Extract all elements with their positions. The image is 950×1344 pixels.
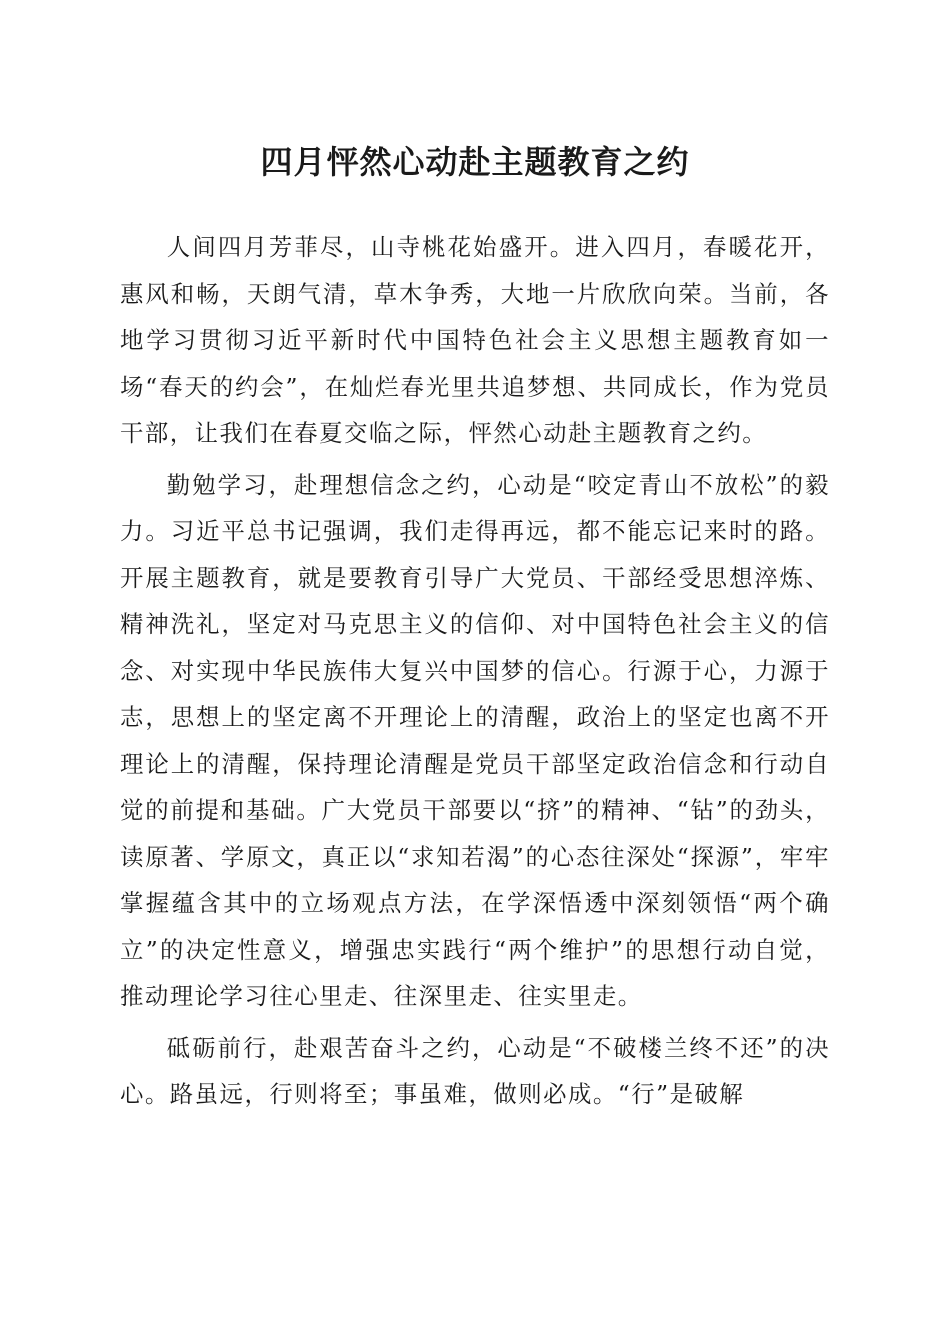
paragraph-intro: 人间四月芳菲尽，山寺桃花始盛开。进入四月，春暖花开，惠风和畅，天朗气清，草木争秀，大地一片欣欣向荣。当前，各地学习贯彻习近平新时代中国特色社会主义思想主题教育如一场“春天的约会”，在灿烂春光里共追梦想、共同成长，作为党员干部，让我们在春夏交临之际，怦然心动赴主题教育之约。 (120, 233, 830, 447)
paragraph-study: 勤勉学习，赴理想信念之约，心动是“咬定青山不放松”的毅力。习近平总书记强调，我们走得再远，都不能忘记来时的路。开展主题教育，就是要教育引导广大党员、干部经受思想淬炼、精神洗礼，坚定对马克思主义的信仰、对中国特色社会主义的信念、对实现中华民族伟大复兴中国梦的信心。行源于心，力源于志，思想上的坚定离不开理论上的清醒，政治上的坚定也离不开理论上的清醒，保持理论清醒是党员干部坚定政治信念和行动自觉的前提和基础。广大党员干部要以“挤”的精神、“钻”的劲头，读原著、学原文，真正以“求知若渴”的心态往深处“探源”，牢牢掌握蕴含其中的立场观点方法，在学深悟透中深刻领悟“两个确立”的决定性意义，增强忠实践行“两个维护”的思想行动自觉，推动理论学习往心里走、往深里走、往实里走。 (120, 470, 830, 1010)
paragraph-struggle: 砥砺前行，赴艰苦奋斗之约，心动是“不破楼兰终不还”的决心。路虽远，行则将至；事虽难，做则必成。“行”是破解 (120, 1033, 830, 1108)
document-title: 四月怦然心动赴主题教育之约 (260, 143, 690, 181)
document-body (120, 224, 830, 1123)
